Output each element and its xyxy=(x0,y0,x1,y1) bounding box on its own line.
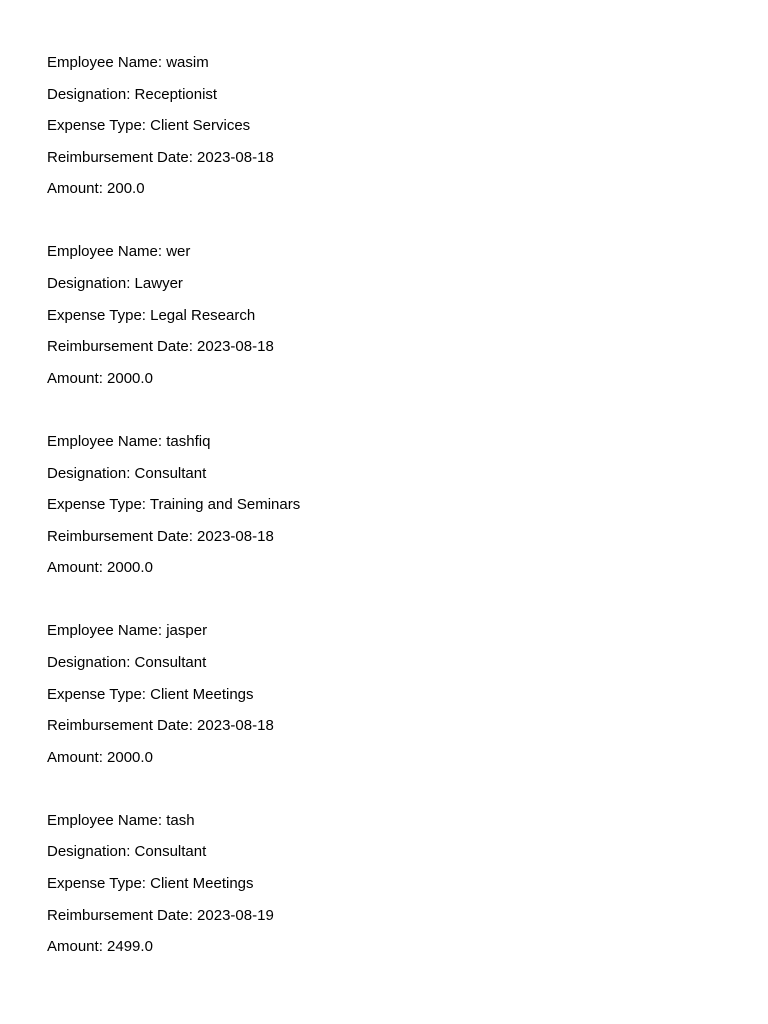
expense-type: Expense Type: Training and Seminars xyxy=(47,496,301,514)
designation: Designation: Lawyer xyxy=(47,275,183,293)
amount: Amount: 2000.0 xyxy=(47,559,153,577)
expense-type: Expense Type: Client Services xyxy=(47,117,251,135)
reimbursement-document xyxy=(47,47,727,994)
reimbursement-date: Reimbursement Date: 2023-08-18 xyxy=(47,527,274,545)
reimbursement-record xyxy=(47,47,727,205)
amount: Amount: 2000.0 xyxy=(47,369,153,387)
reimbursement-date: Reimbursement Date: 2023-08-19 xyxy=(47,906,274,924)
designation: Designation: Receptionist xyxy=(47,85,218,103)
employee-name: Employee Name: wer xyxy=(47,243,191,261)
expense-type: Expense Type: Client Meetings xyxy=(47,685,254,703)
employee-name: Employee Name: wasim xyxy=(47,54,209,71)
amount: Amount: 2499.0 xyxy=(47,938,153,956)
reimbursement-date: Reimbursement Date: 2023-08-18 xyxy=(47,338,274,356)
amount: Amount: 200.0 xyxy=(47,180,145,198)
reimbursement-record xyxy=(47,426,727,584)
designation: Designation: Consultant xyxy=(47,464,207,482)
expense-type: Expense Type: Client Meetings xyxy=(47,875,254,893)
reimbursement-date: Reimbursement Date: 2023-08-18 xyxy=(47,148,274,166)
reimbursement-date: Reimbursement Date: 2023-08-18 xyxy=(47,717,274,735)
employee-name: Employee Name: jasper xyxy=(47,622,208,640)
reimbursement-record xyxy=(47,236,727,394)
reimbursement-record xyxy=(47,615,727,773)
amount: Amount: 2000.0 xyxy=(47,748,153,766)
designation: Designation: Consultant xyxy=(47,654,207,671)
reimbursement-record xyxy=(47,805,727,963)
employee-name: Employee Name: tash xyxy=(47,811,195,829)
expense-type: Expense Type: Legal Research xyxy=(47,306,256,324)
employee-name: Employee Name: tashfiq xyxy=(47,432,211,450)
designation: Designation: Consultant xyxy=(47,843,207,861)
